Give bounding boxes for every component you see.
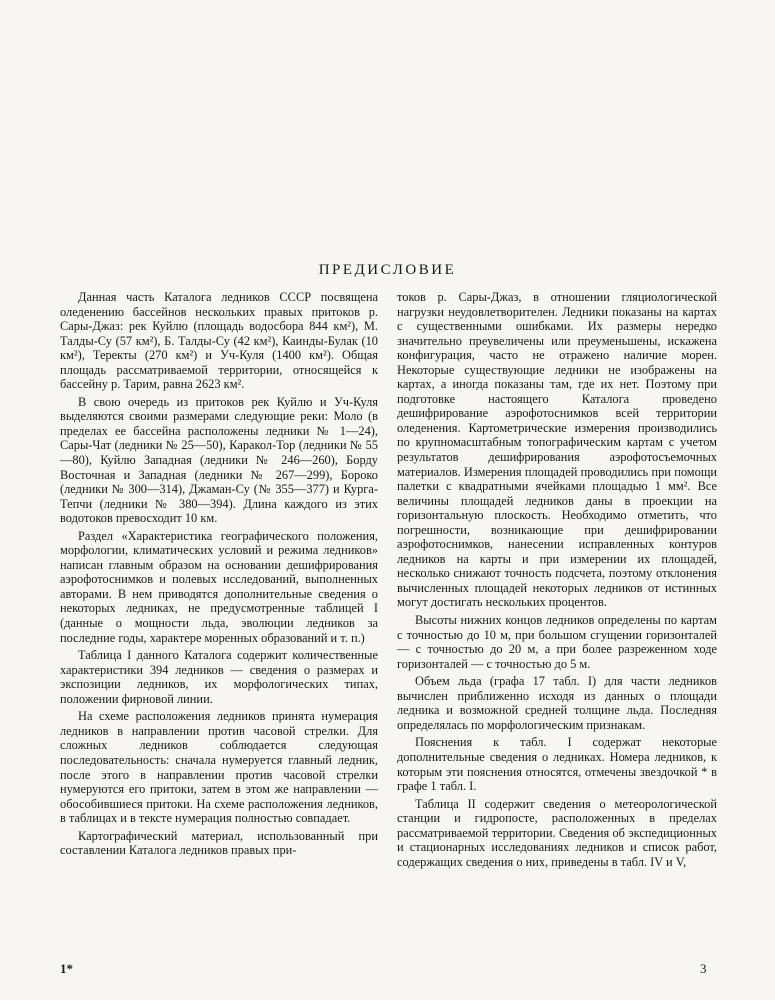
paragraph: В свою очередь из притоков рек Куйлю и Уч-Куля выделяются своими размерами следующие реки: Моло (в пределах ее бассейна расположены ледники № 1—24), Сары-Чат (ледники № 25—50), Каракол-Тор (ледники № 55—80), Куйлю Западная (ледники № 246—260), Борду Восточная и Западная (ледники № 267—299), Бороко (ледники № 300—314), Джаман-Су (№ 355—377) и Курга-Тепчи (ледники № 380—394). Длина каждого из этих водотоков превосходит 10 км. — [60, 394, 378, 526]
paragraph: Объем льда (графа 17 табл. I) для части ледников вычислен приближенно исходя из данных о площади ледника и возможной средней толщине льда. Последняя определялась по морфологическим признакам. — [397, 674, 717, 732]
left-column — [60, 290, 378, 861]
paragraph: Раздел «Характеристика географического положения, морфологии, климатических условий и режима ледников» написан главным образом на основании дешифрирования аэрофотоснимков и полевых исследований, выполненных авторами. В нем приводятся дополнительные сведения о некоторых ледниках, не предусмотренные таблицей I (данные о мощности льда, эволюции ледников за последние годы, характере моренных образований и т. п.) — [60, 528, 378, 645]
signature-mark: 1* — [60, 961, 73, 976]
right-column — [397, 290, 717, 872]
page-number: 3 — [700, 961, 707, 976]
paragraph: Пояснения к табл. I содержат некоторые дополнительные сведения о ледниках. Номера ледников, к которым эти пояснения относятся, отмечены звездочкой * в графе 1 табл. I. — [397, 735, 717, 794]
paragraph: На схеме расположения ледников принята нумерация ледников в направлении против часовой стрелки. Для сложных ледников соблюдается следующая последовательность: сначала нумеруется главный ледник, после этого в направлении против часовой стрелки нумеруются его притоки, затем в этом же направлении — обособившиеся притоки. На схеме расположения ледников, в таблицах и в тексте нумерация полностью совпадает. — [60, 709, 378, 826]
paragraph: Картографический материал, использованный при составлении Каталога ледников правых при- — [60, 828, 378, 858]
paragraph: Таблица II содержит сведения о метеорологической станции и гидропосте, расположенных в пределах рассматриваемой территории. Сведения об экспедиционных и стационарных исследованиях ледников и список работ, содержащих сведения о них, приведены в табл. IV и V, — [397, 796, 717, 869]
paragraph: Данная часть Каталога ледников СССР посвящена оледенению бассейнов нескольких правых притоков р. Сары-Джаз: рек Куйлю (площадь водосбора 844 км²), М. Талды-Су (57 км²), Б. Талды-Су (42 км²), Каинды-Булак (10 км²), Теректы (270 км²) и Уч-Куля (1400 км²). Общая площадь рассматриваемой территории, относящейся к бассейну р. Тарим, равна 2623 км². — [60, 290, 378, 392]
paragraph: Таблица I данного Каталога содержит количественные характеристики 394 ледников — сведения о размерах и экспозиции ледников, их морфологических типах, положении фирновой линии. — [60, 648, 378, 706]
paragraph-continuation: токов р. Сары-Джаз, в отношении гляциологической нагрузки неудовлетворителен. Ледники показаны на картах с существенными ошибками. Их размеры нередко значительно преувеличены или преуменьшены, искажена конфигурация, часто не отражено наличие морен. Некоторые существующие ледники не изображены на картах, а иногда показаны там, где их нет. Поэтому при подготовке настоящего Каталога проведено дешифрирование аэрофотоснимков всей территории оледенения. Картометрические измерения производились по крупномасштабным топографическим картам с учетом результатов дешифрирования аэрофотосъемочных материалов. Измерения площадей проводились при помощи палетки с квадратными ячейками площадью 1 мм². Все величины площадей ледников даны в проекции на горизонтальную плоскость. Необходимо отметить, что погрешности, возникающие при дешифрировании аэрофотоснимков, нанесении исправленных контуров ледников на карты и при измерении их площадей, несколько снижают точность подсчета, поэтому отклонения вычисленных площадей некоторых ледников от истинных могут достигать нескольких процентов. — [397, 290, 717, 610]
paragraph: Высоты нижних концов ледников определены по картам с точностью до 10 м, при большом сгущении горизонталей — с точностью до 20 м, а при более разреженном ходе горизонталей — с точностью до 5 м. — [397, 613, 717, 671]
page-title: ПРЕДИСЛОВИЕ — [318, 262, 457, 278]
